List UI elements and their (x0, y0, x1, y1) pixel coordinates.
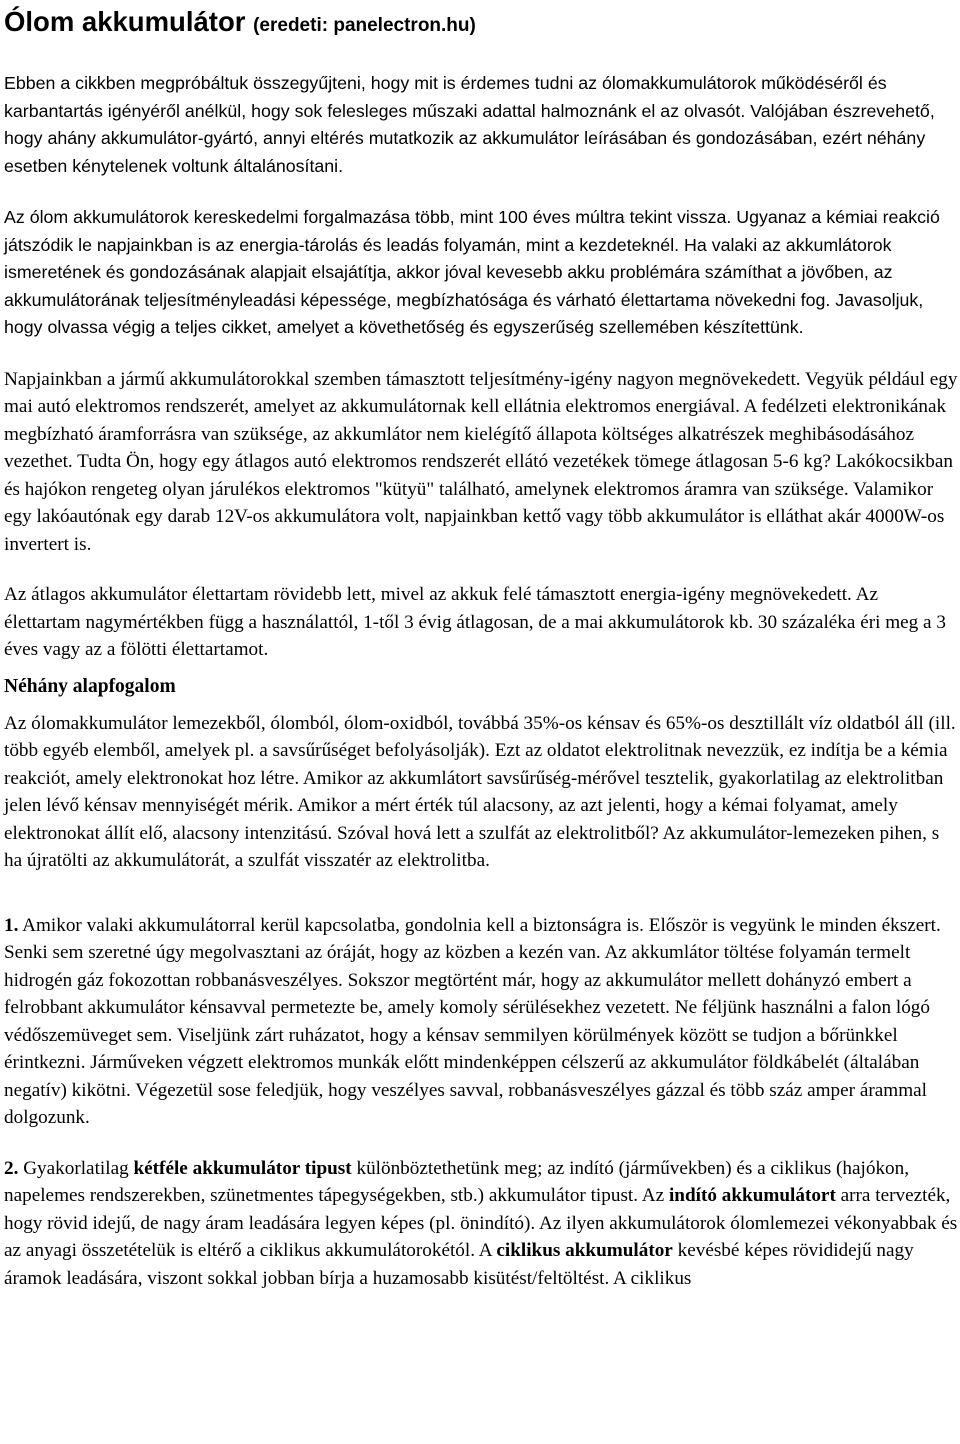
point-2-text-1: Gyakorlatilag (18, 1157, 134, 1179)
article (4, 0, 958, 1292)
page-title (4, 2, 958, 46)
intro-paragraph: Ebben a cikkben megpróbáltuk összegyűjteni, hogy mit is érdemes tudni az ólomakkumulátorok működéséről és karbantartás igényéről anélkül, hogy sok felesleges műszaki adattal halmoznánk el az olvasót. Valójában észrevehető, hogy ahány akkumulátor-gyártó, annyi eltérés mutatkozik az akkumulátor leírásában és gondozásában, ezért néhány esetben kénytelenek voltunk általánosítani. (4, 73, 935, 176)
point-2-text-3: arra tervezték, hogy rövid idejű, de nagy áram leadására legyen képes (pl. önindító). Az ilyen akkumulátorok ólomlemezei vékonyabbak és az anyagi összetételük is eltérő a ciklikus akkumulátorokétól. A (4, 1185, 958, 1261)
lifetime-paragraph: Az átlagos akkumulátor élettartam rövidebb lett, mivel az akkuk felé támasztott energia-igény megnövekedett. Az élettartam nagymértékben függ a használattól, 1-től 3 évig átlagosan, de a mai akkumulátorok kb. 30 százaléka éri meg a 3 éves vagy az a fölötti élettartamot. (4, 584, 946, 660)
demand-paragraph: Napjainkban a jármű akkumulátorokkal szemben támasztott teljesítmény-igény nagyon megnövekedett. Vegyük például egy mai autó elektromos rendszerét, amelyet az akkumulátornak kell ellátnia elektromos energiával. A fedélzeti elektronikának megbízható áramforrásra van szüksége, az akkumlátor nem kielégítő állapota költséges alkatrészek meghibásodásához vezethet. Tudta Ön, hogy egy átlagos autó elektromos rendszerét ellátó vezetékek tömege átlagosan 5-6 kg? Lakókocsikban és hajókon rengeteg olyan járulékos elektromos "kütyü" található, amelynek elektromos áramra van szüksége. Valamikor egy lakóautónak egy darab 12V-os akkumulátora volt, napjainkban kettő vagy több akkumulátor is elláthat akár 4000W-os invertert is. (4, 368, 958, 555)
point-2-number: 2. (4, 1157, 19, 1179)
title-text: Ólom akkumulátor (4, 6, 246, 37)
title-source: (eredeti: panelectron.hu) (253, 15, 476, 36)
point-2-bold-starter-battery: indító akkumulátort (668, 1185, 836, 1206)
point-1-number: 1. (4, 914, 19, 936)
history-paragraph: Az ólom akkumulátorok kereskedelmi forgalmazása több, mint 100 éves múltra tekint vissza. Ugyanaz a kémiai reakció játszódik le napjainkban is az energia-tárolás és leadás folyamán, mint a kezdeteknél. Ha valaki az akkumlátorok ismeretének és gondozásának alapjait elsajátítja, akkor jóval kevesebb akku problémára számíthat a jövőben, az akkumulátorának teljesítményleadási képessége, megbízhatósága és várható élettartama növekedni fog. Javasoljuk, hogy olvassa végig a teljes cikket, amelyet a követhetőség és egyszerűség szellemében készítettünk. (4, 207, 940, 337)
point-2-text-2: különböztethetünk meg; az indító (járművekben) és a ciklikus (hajókon, napelemes rendszerekben, szünetmentes tápegységekben, stb.) akkumulátor tipust. Az (4, 1157, 910, 1206)
point-2-paragraph (4, 1155, 958, 1293)
point-2-text-4: kevésbé képes rövididejű nagy áramok leadására, viszont sokkal jobban bírja a huzamosabb kisütést/feltöltést. A ciklikus (4, 1240, 914, 1289)
point-2-bold-cyclic-battery: ciklikus akkumulátor (496, 1240, 673, 1261)
section-heading: Néhány alapfogalom (4, 675, 176, 697)
point-1-paragraph (4, 912, 958, 1132)
point-2-bold-battery-types: kétféle akkumulátor tipust (133, 1157, 352, 1179)
basics-paragraph: Az ólomakkumulátor lemezekből, ólomból, ólom-oxidból, továbbá 35%-os kénsav és 65%-os desztillált víz oldatból áll (ill. több egyéb elemből, amelyek pl. a savsűrűséget befolyásolják). Ezt az oldatot elektrolitnak nevezzük, ez indítja be a kémia reakciót, amely elektronokat hoz létre. Amikor az akkumlátort savsűrűség-mérővel tesztelik, gyakorlatilag az elektrolitban jelen lévő kénsav mennyiségét mérik. Amikor a mért érték túl alacsony, az azt jelenti, hogy a kémai folyamat, amely elektronokat állít elő, alacsony intenzitású. Szóval hová lett a szulfát az elektrolitből? Az akkumulátor-lemezeken pihen, s ha újratölti az akkumulátorát, a szulfát visszatér az elektrolitba. (4, 712, 956, 871)
point-1-text: Amikor valaki akkumulátorral kerül kapcsolatba, gondolnia kell a biztonságra is. Először is vegyünk le minden ékszert. Senki sem szeretné úgy megolvasztani az óráját, hogy az közben a kezén van. Az akkumlátor töltése folyamán termelt hidrogén gáz fokozottan robbanásveszélyes. Sokszor megtörtént már, hogy az akkumulátor mellett dohányzó embert a felrobbant akkumulátor kénsavval permetezte be, amely komoly sérülésekhez vezetett. Ne féljünk használni a falon lógó védőszemüveget sem. Viseljünk zárt ruházatot, hogy a kénsav semmilyen körülmények között se tudjon a bőrünkkel érintkezni. Járműveken végzett elektromos munkák előtt mindenképpen célszerű az akkumulátor földkábelét (általában negatív) kikötni. Végezetül sose feledjük, hogy veszélyes savval, robbanásveszélyes gázzal és több száz amper árammal dolgozunk. (4, 914, 941, 1128)
